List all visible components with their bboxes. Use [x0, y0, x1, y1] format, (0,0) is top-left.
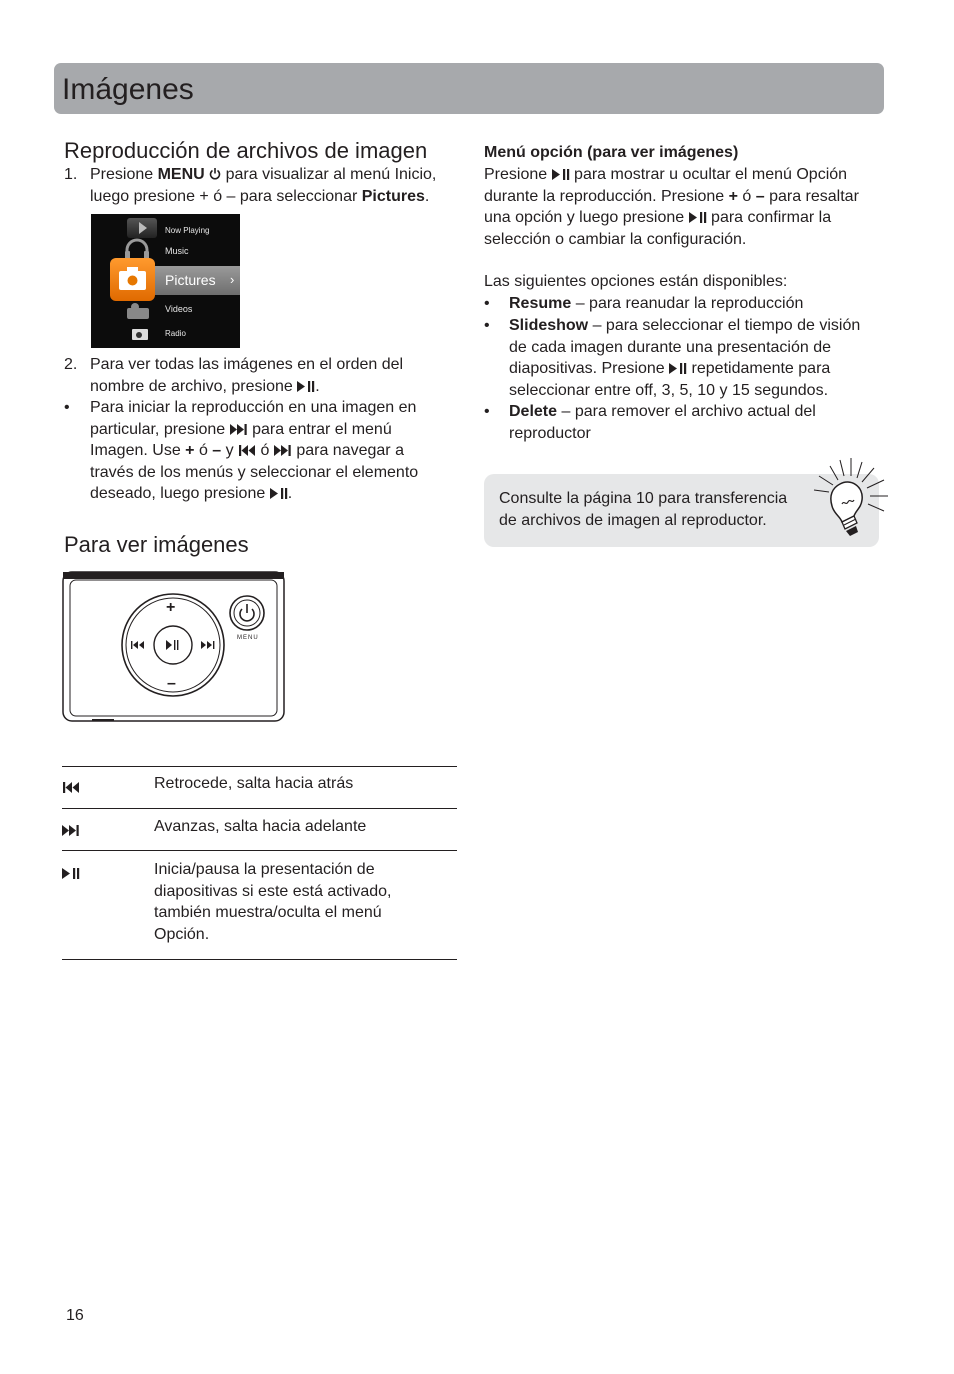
- menu-item-music[interactable]: Music: [165, 246, 189, 256]
- bullet-text: Para iniciar la reproducción en una imagen en particular, presione para entrar el menú Imagen. Use + ó – y ó para navegar a través de los menús y seleccionar el elemento deseado, luego presione .: [90, 399, 419, 502]
- menu-item-now-playing[interactable]: Now Playing: [165, 226, 210, 235]
- play-pause-icon: [270, 488, 288, 499]
- menu-item-videos[interactable]: Videos: [165, 304, 193, 314]
- device-menu-label: MENU: [237, 635, 259, 641]
- power-icon: [209, 167, 221, 180]
- table-rule: [62, 808, 457, 809]
- videos-icon: [125, 302, 153, 320]
- skip-forward-icon: [62, 821, 80, 843]
- step-number: 2.: [64, 356, 78, 373]
- menu-item-radio[interactable]: Radio: [165, 329, 186, 338]
- play-pause-icon: [552, 169, 570, 180]
- play-pause-icon: [297, 381, 315, 392]
- step-number: 1.: [64, 166, 78, 183]
- bullet-mark: •: [484, 317, 490, 334]
- table-row: Inicia/pausa la presentación de diapositivas si este está activado, también muestra/oculta el menú Opción.: [154, 861, 392, 943]
- bullet-mark: •: [64, 399, 70, 416]
- skip-back-icon: [238, 445, 256, 456]
- bullet-mark: •: [484, 403, 490, 420]
- table-row: Avanzas, salta hacia adelante: [154, 818, 367, 835]
- table-rule: [62, 766, 457, 767]
- step-1-text: Presione MENU para visualizar al menú Inicio, luego presione + ó – para seleccionar Pictures.: [90, 166, 437, 205]
- skip-back-icon: [62, 778, 80, 800]
- menu-item-pictures[interactable]: Pictures: [165, 272, 216, 288]
- section-heading-view-pictures: Para ver imágenes: [64, 532, 249, 557]
- option-resume: Resume – para reanudar la reproducción: [509, 295, 804, 312]
- page-title: Imágenes: [62, 73, 194, 106]
- radio-icon: [131, 326, 149, 340]
- device-plus-button[interactable]: +: [166, 599, 176, 616]
- menu-keyword: MENU: [157, 166, 205, 183]
- option-menu-paragraph: Presione para mostrar u ocultar el menú Opción durante la reproducción. Presione + ó – para resaltar una opción y luego presione para confirmar la selección o cambiar la configuración.: [484, 166, 859, 248]
- play-pause-icon: [669, 363, 687, 374]
- table-rule: [62, 850, 457, 851]
- page-number: 16: [66, 1307, 84, 1324]
- table-row: Retrocede, salta hacia atrás: [154, 775, 354, 792]
- play-pause-icon: [62, 864, 80, 886]
- device-controls-illustration: [62, 571, 286, 725]
- option-slideshow: Slideshow – para seleccionar el tiempo de visión de cada imagen durante una presentación de diapositivas. Presione repetidamente para seleccionar entre off, 3, 5, 10 y 15 segundos.: [509, 317, 861, 399]
- option-menu-heading: Menú opción (para ver imágenes): [484, 144, 739, 161]
- lightbulb-icon: [804, 456, 890, 542]
- option-delete: Delete – para remover el archivo actual del reproductor: [509, 403, 816, 442]
- device-minus-button[interactable]: –: [167, 675, 176, 692]
- skip-forward-icon: [230, 424, 248, 435]
- camera-icon: [110, 258, 155, 301]
- chevron-right-icon: ›: [230, 272, 235, 287]
- home-menu-screenshot: [91, 214, 240, 348]
- section-heading-playback: Reproducción de archivos de imagen: [64, 138, 428, 163]
- now-playing-icon: [127, 218, 157, 238]
- table-rule: [62, 959, 457, 960]
- play-pause-icon: [689, 212, 707, 223]
- bullet-mark: •: [484, 295, 490, 312]
- step-2-text: Para ver todas las imágenes en el orden del nombre de archivo, presione .: [90, 356, 404, 395]
- skip-forward-icon: [274, 445, 292, 456]
- tip-text: Consulte la página 10 para transferencia de archivos de imagen al reproductor.: [499, 490, 788, 529]
- pictures-keyword: Pictures: [361, 187, 425, 205]
- available-options-intro: Las siguientes opciones están disponibles:: [484, 273, 788, 290]
- headphones-icon: [121, 238, 153, 260]
